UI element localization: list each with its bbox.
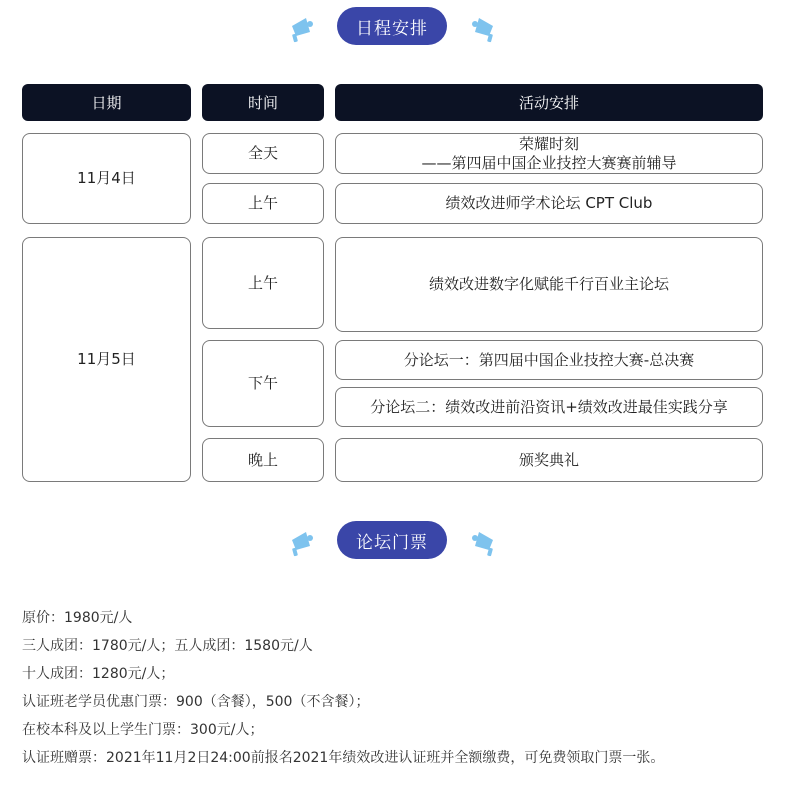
header-activity: 活动安排 [335, 84, 763, 121]
time-cell-day1-morning: 上午 [202, 183, 324, 224]
activity-cell-day2-evening: 颁奖典礼 [335, 438, 763, 482]
activity-cell-day1-allday [335, 133, 763, 174]
date-cell-day1: 11月4日 [22, 133, 191, 224]
megaphone-left-icon [288, 12, 320, 44]
ticket-line-gift: 认证班赠票：2021年11月2日24:00前报名2021年绩效改进认证班并全额缴费，可免费领取门票一张。 [22, 750, 665, 766]
activity-cell-day1-morning: 绩效改进师学术论坛 CPT Club [335, 183, 763, 224]
time-cell-day2-evening: 晚上 [202, 438, 324, 482]
megaphone-right-icon [465, 12, 497, 44]
time-cell-day1-allday: 全天 [202, 133, 324, 174]
activity-cell-day2-morning: 绩效改进数字化赋能千行百业主论坛 [335, 237, 763, 332]
activity-line1: 荣耀时刻 [518, 134, 579, 153]
ticket-line-alumni: 认证班老学员优惠门票：900（含餐），500（不含餐）； [22, 694, 370, 710]
date-cell-day2: 11月5日 [22, 237, 191, 482]
ticket-line-group-3-5: 三人成团：1780元/人；五人成团：1580元/人 [22, 638, 313, 654]
ticket-line-student: 在校本科及以上学生门票：300元/人； [22, 722, 264, 738]
tickets-section-title: 论坛门票 [337, 521, 447, 559]
header-time: 时间 [202, 84, 324, 121]
megaphone-right-icon [465, 526, 497, 558]
header-date: 日期 [22, 84, 191, 121]
time-cell-day2-morning: 上午 [202, 237, 324, 329]
ticket-line-group-10: 十人成团：1280元/人； [22, 666, 175, 682]
time-cell-day2-afternoon: 下午 [202, 340, 324, 427]
activity-cell-day2-afternoon-b: 分论坛二：绩效改进前沿资讯+绩效改进最佳实践分享 [335, 387, 763, 427]
activity-line2: ——第四届中国企业技控大赛赛前辅导 [421, 153, 677, 172]
megaphone-left-icon [288, 526, 320, 558]
ticket-info [22, 604, 767, 772]
schedule-section-title: 日程安排 [337, 7, 447, 45]
activity-cell-day2-afternoon-a: 分论坛一：第四届中国企业技控大赛-总决赛 [335, 340, 763, 380]
ticket-line-original-price: 原价：1980元/人 [22, 610, 133, 626]
